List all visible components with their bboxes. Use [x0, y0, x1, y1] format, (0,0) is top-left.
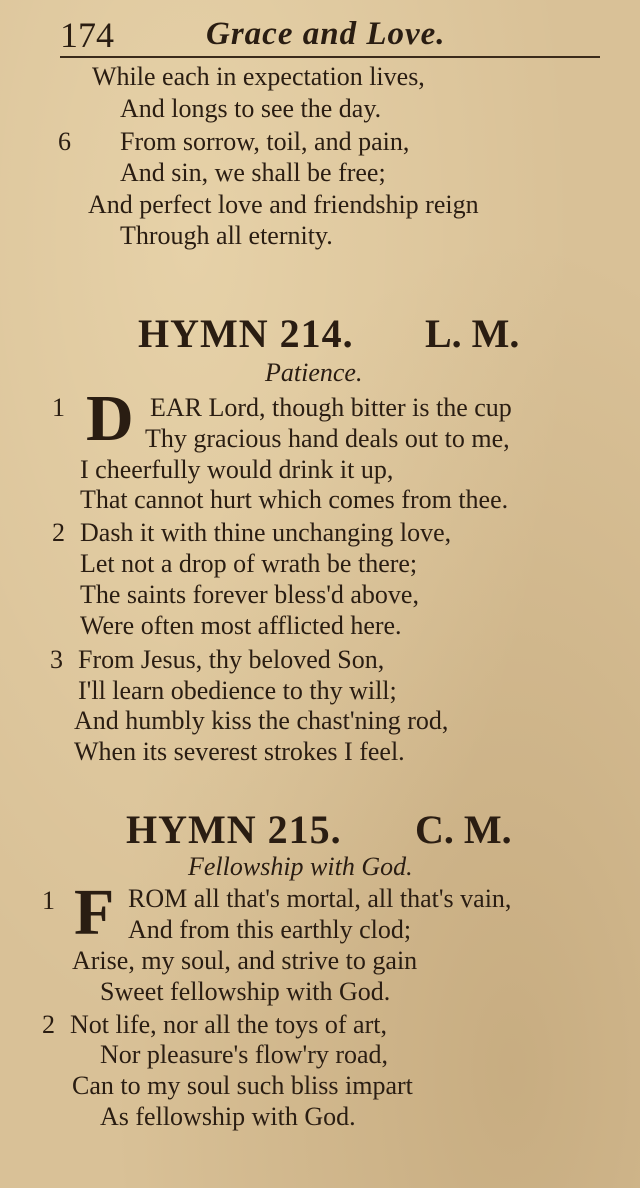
verse-line: Through all eternity. — [120, 221, 333, 250]
verse-line: And longs to see the day. — [120, 94, 382, 123]
verse-line: Thy gracious hand deals out to me, — [145, 424, 510, 453]
verse-line: While each in expectation lives, — [92, 62, 425, 91]
verse-line: And humbly kiss the chast'ning rod, — [74, 706, 449, 735]
verse-line: Nor pleasure's flow'ry road, — [100, 1040, 389, 1069]
verse-line: ROM all that's mortal, all that's vain, — [128, 884, 512, 913]
drop-cap: D — [86, 382, 134, 455]
hymn-subtitle: Patience. — [265, 358, 363, 387]
hymn-title: HYMN 214. — [138, 311, 354, 356]
verse-line: Arise, my soul, and strive to gain — [72, 946, 418, 975]
verse-line: Were often most afflicted here. — [80, 611, 402, 640]
page-number: 174 — [60, 15, 114, 55]
verse-line: From sorrow, toil, and pain, — [120, 127, 410, 156]
verse-line: Can to my soul such bliss impart — [72, 1071, 413, 1100]
running-title: Grace and Love. — [206, 16, 446, 52]
verse-line: And from this earthly clod; — [128, 915, 412, 944]
verse-line: From Jesus, thy beloved Son, — [78, 645, 385, 674]
hymn-meter: C. M. — [415, 807, 512, 852]
verse-line: EAR Lord, though bitter is the cup — [150, 393, 512, 422]
verse-line: When its severest strokes I feel. — [74, 737, 405, 766]
hymn-meter: L. M. — [425, 311, 520, 356]
drop-cap: F — [74, 876, 115, 949]
verse-line: That cannot hurt which comes from thee. — [80, 485, 509, 514]
stanza-number: 1 — [42, 886, 55, 915]
verse-line: Sweet fellowship with God. — [100, 977, 391, 1006]
stanza-number: 1 — [52, 393, 65, 422]
stanza-number: 3 — [50, 645, 63, 674]
stanza-number: 2 — [52, 518, 65, 547]
verse-line: Let not a drop of wrath be there; — [80, 549, 418, 578]
page-header — [60, 6, 600, 58]
hymn-title: HYMN 215. — [126, 807, 342, 852]
verse-line: The saints forever bless'd above, — [80, 580, 419, 609]
verse-line: And sin, we shall be free; — [120, 158, 386, 187]
stanza-number: 6 — [58, 127, 71, 156]
verse-line: And perfect love and friendship reign — [88, 190, 479, 219]
verse-line: Dash it with thine unchanging love, — [80, 518, 452, 547]
stanza-number: 2 — [42, 1010, 55, 1039]
verse-line: Not life, nor all the toys of art, — [70, 1010, 387, 1039]
verse-line: I cheerfully would drink it up, — [80, 455, 394, 484]
verse-line: As fellowship with God. — [100, 1102, 356, 1131]
hymn-subtitle: Fellowship with God. — [188, 852, 413, 881]
verse-line: I'll learn obedience to thy will; — [78, 676, 397, 705]
